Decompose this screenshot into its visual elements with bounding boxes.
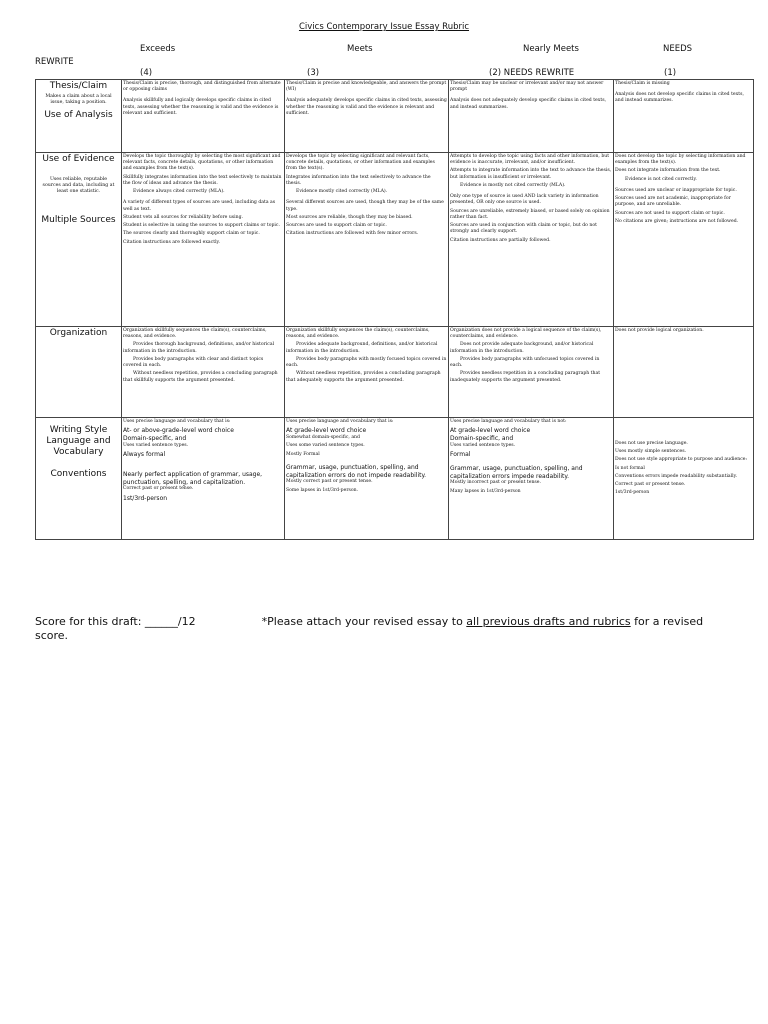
descriptor: Does not use style appropriate to purpose and audience:: [615, 457, 748, 463]
descriptor: Provides body paragraphs with unfocused topics covered in each.: [450, 356, 600, 369]
descriptor: Provides thorough background, definitions, and/or historical information in the introduction.: [123, 342, 275, 354]
descriptor: Uses varied sentence types.: [123, 442, 189, 448]
cell-organization-meets: [285, 327, 449, 418]
criterion-cell-organization: [36, 327, 122, 418]
descriptor: Does not provide logical organization.: [615, 328, 704, 333]
descriptor: At- or above-grade-level word choice: [123, 427, 234, 435]
descriptor: A variety of different types of sources are used, including data as well as text.: [123, 200, 276, 212]
descriptor: Analysis does not adequately develop specific claims in cited texts, and instead summarizes.: [450, 98, 607, 110]
descriptor: Thesis/Claim is precise, thorough, and distinguished from alternate or opposing claims: [123, 81, 281, 93]
col-needs-label: NEEDS: [663, 44, 693, 54]
criterion-style: Writing Style Language and Vocabulary: [46, 425, 111, 457]
descriptor: Attempts to develop the topic using facts and other information, but evidence is inaccurate, irrelevant, and/or insufficient.: [450, 154, 610, 166]
col-meets-label: Meets: [347, 44, 373, 54]
descriptor: Grammar, usage, punctuation, spelling, and capitalization errors do not impede readability.: [286, 463, 427, 479]
descriptor: Domain-specific, and: [450, 435, 514, 443]
descriptor: Correct past or present tense.: [123, 486, 194, 492]
score-label: Score for this draft: ______/12: [35, 615, 196, 628]
descriptor: At grade-level word choice: [286, 427, 367, 435]
cell-organization-exceeds: [122, 327, 285, 418]
descriptor: Provides body paragraphs with clear and distinct topics covered in each.: [123, 356, 264, 369]
descriptor: Is not formal: [615, 465, 645, 471]
descriptor: Only one type of source is used AND lack variety in information presented, OR only one source is used.: [450, 194, 599, 206]
descriptor: Nearly perfect application of grammar, usage, punctuation, spelling, and capitalization.: [123, 470, 263, 486]
criterion-sources: Multiple Sources: [41, 215, 116, 226]
cell-evidence-needs: [614, 153, 754, 327]
descriptor: No citations are given; instructions are not followed.: [615, 218, 739, 224]
rewrite-label: REWRITE: [35, 57, 74, 67]
col-needs-points: (1): [664, 68, 677, 78]
descriptor: Uses varied sentence types.: [450, 442, 516, 448]
descriptor: Provides needless repetition in a concluding paragraph that inadequately supports the argument presented.: [450, 371, 601, 383]
descriptor: Does not use precise language.: [615, 441, 688, 446]
descriptor: Mostly incorrect past or present tense.: [450, 480, 541, 486]
descriptor: Evidence is not cited correctly.: [625, 176, 697, 182]
criterion-cell-thesis: [36, 80, 122, 153]
descriptor: Organization does not provide a logical sequence of the claim(s), counterclaims, and evidence.: [450, 328, 602, 340]
descriptor: 1st/3rd-person: [615, 490, 650, 496]
descriptor: Uses precise language and vocabulary that is not:: [450, 419, 567, 424]
descriptor: Evidence mostly cited correctly (MLA).: [296, 189, 388, 195]
descriptor: Does not provide adequate background, and/or historical information in the introduction.: [450, 342, 594, 354]
descriptor: Analysis adequately develops specific claims in cited texts, assessing whether the reasoning is valid and the evidence is relevant and sufficient.: [286, 98, 447, 116]
col-exceeds-points: (4): [140, 68, 153, 78]
cell-evidence-meets: [285, 153, 449, 327]
rubric-row-organization: [36, 327, 754, 418]
descriptor: Skillfully integrates information into the text selectively to maintain the flow of ideas and advance the thesis.: [123, 174, 282, 186]
rubric-row-evidence: [36, 153, 754, 327]
cell-style-needs: [614, 418, 754, 540]
descriptor: Provides adequate background, definitions, and/or historical information in the introduction.: [286, 342, 438, 354]
col-nearly-label: Nearly Meets: [523, 44, 579, 54]
criterion-cell-style: [36, 418, 122, 540]
descriptor: Student is selective in using the sources to support claims or topic.: [123, 223, 280, 229]
cell-style-meets: [285, 418, 449, 540]
descriptor: Some lapses in 1st/3rd-person.: [286, 487, 359, 493]
descriptor: Formal: [450, 451, 471, 459]
rubric-row-style: [36, 418, 754, 540]
descriptor: Thesis/Claim is missing: [615, 81, 670, 86]
descriptor: Does not develop the topic by selecting information and examples from the text(s).: [615, 154, 746, 166]
descriptor: Grammar, usage, punctuation, spelling, and capitalization errors impede readability.: [450, 464, 583, 480]
descriptor: At grade-level word choice: [450, 427, 531, 435]
criterion-evidence-note: Uses reliable, reputable sources and data, including at least one statistic.: [42, 176, 115, 195]
rubric-table: [35, 79, 754, 540]
criterion-organization: Organization: [49, 328, 108, 338]
descriptor: 1st/3rd-person: [123, 494, 168, 502]
descriptor: Several different sources are used, though they may be of the same type.: [286, 200, 444, 212]
descriptor: Thesis/Claim is precise and knowledgeable, and answers the prompt (WI): [286, 81, 447, 93]
descriptor: Analysis does not develop specific claims in cited texts, and instead summarizes.: [615, 92, 744, 104]
descriptor: Attempts to integrate information into the text to advance the thesis, but information is insufficient or irrelevant.: [450, 168, 612, 180]
criterion-cell-evidence: [36, 153, 122, 327]
cell-thesis-exceeds: [122, 80, 285, 153]
descriptor: Without needless repetition, provides a concluding paragraph that adequately supports the argument presented.: [286, 371, 441, 383]
descriptor: Integrates information into the text selectively to advance the thesis.: [286, 174, 431, 186]
score-footer: [35, 615, 735, 644]
descriptor: Uses precise language and vocabulary that is:: [286, 419, 394, 424]
descriptor: Citation instructions are followed exactly.: [123, 239, 220, 245]
descriptor: Correct past or present tense.: [615, 482, 686, 488]
descriptor: Develops the topic by selecting significant and relevant facts, concrete details, quotations, or other information and examples from the text(s).: [286, 154, 435, 172]
descriptor: Sources used are unclear or inappropriate for topic.: [615, 187, 737, 193]
descriptor: Provides body paragraphs with mostly focused topics covered in each.: [286, 356, 447, 369]
criterion-thesis: Thesis/Claim: [49, 81, 108, 91]
descriptor: Uses some varied sentence types.: [286, 443, 365, 449]
cell-thesis-nearly: [449, 80, 614, 153]
descriptor: Organization skillfully sequences the claim(s), counterclaims, reasons, and evidence.: [286, 328, 430, 340]
criterion-analysis: Use of Analysis: [44, 110, 113, 121]
descriptor: Develops the topic thoroughly by selecting the most significant and relevant facts, concrete details, quotations, or other information and examples from the text(s).: [123, 154, 281, 172]
descriptor: Sources are used to support claim or topic.: [286, 223, 387, 229]
descriptor: Citation instructions are partially followed.: [450, 237, 551, 243]
descriptor: Evidence is mostly not cited correctly (MLA).: [460, 182, 566, 188]
cell-organization-nearly: [449, 327, 614, 418]
descriptor: Always formal: [123, 451, 166, 459]
descriptor: Domain-specific, and: [123, 435, 187, 443]
cell-thesis-meets: [285, 80, 449, 153]
cell-style-nearly: [449, 418, 614, 540]
cell-evidence-exceeds: [122, 153, 285, 327]
descriptor: Without needless repetition, provides a concluding paragraph that skillfully supports the argument presented.: [123, 371, 278, 383]
cell-style-exceeds: [122, 418, 285, 540]
descriptor: Organization skillfully sequences the claim(s), counterclaims, reasons, and evidence.: [123, 328, 267, 340]
descriptor: Sources are unreliable, extremely biased, or based solely on opinion rather than fact.: [450, 208, 610, 220]
descriptor: Does not integrate information from the text.: [615, 168, 721, 174]
cell-organization-needs: [614, 327, 754, 418]
descriptor: Evidence always cited correctly (MLA).: [133, 189, 225, 195]
descriptor: Mostly Formal: [286, 451, 320, 457]
descriptor: Conventions errors impede readability substantially.: [615, 473, 738, 479]
descriptor: Student vets all sources for reliability before using.: [123, 214, 243, 220]
criterion-thesis-note: Makes a claim about a local issue, taking a position.: [45, 93, 112, 105]
descriptor: Citation instructions are followed with few minor errors.: [286, 231, 419, 237]
col-nearly-points: (2) NEEDS REWRITE: [489, 68, 575, 78]
descriptor: Uses mostly simple sentences.: [615, 449, 687, 455]
col-exceeds-label: Exceeds: [140, 44, 176, 54]
rubric-row-thesis: [36, 80, 754, 153]
descriptor: Analysis skillfully and logically develops specific claims in cited texts, assessing whether the reasoning is valid and the evidence is relevant and sufficient.: [123, 98, 279, 116]
document-title: Civics Contemporary Issue Essay Rubric: [298, 22, 470, 32]
descriptor: Somewhat domain-specific, and: [286, 435, 360, 441]
descriptor: Thesis/Claim may be unclear or irrelevant and/or may not answer prompt: [450, 81, 604, 93]
cell-thesis-needs: [614, 80, 754, 153]
descriptor: The sources clearly and thoroughly support claim or topic.: [123, 231, 260, 237]
descriptor: Uses precise language and vocabulary that is:: [123, 419, 231, 424]
attach-suffix: for a revised score.: [35, 615, 704, 643]
col-meets-points: (3): [307, 68, 320, 78]
attach-prefix: *Please attach your revised essay to: [261, 615, 467, 628]
descriptor: Most sources are reliable, though they may be biased.: [286, 214, 413, 220]
descriptor: Sources used are not academic, inappropriate for purpose, and are unreliable.: [615, 196, 731, 208]
descriptor: Many lapses in 1st/3rd-person: [450, 488, 521, 494]
attach-link-text: all previous drafts and rubrics: [466, 615, 631, 628]
descriptor: Sources are used in conjunction with claim or topic, but do not strongly and clearly support.: [450, 223, 597, 235]
criterion-conventions: Conventions: [50, 469, 107, 480]
descriptor: Mostly correct past or present tense.: [286, 479, 373, 485]
descriptor: Sources are not used to support claim or topic.: [615, 210, 725, 216]
cell-evidence-nearly: [449, 153, 614, 327]
criterion-evidence: Use of Evidence: [42, 154, 115, 164]
